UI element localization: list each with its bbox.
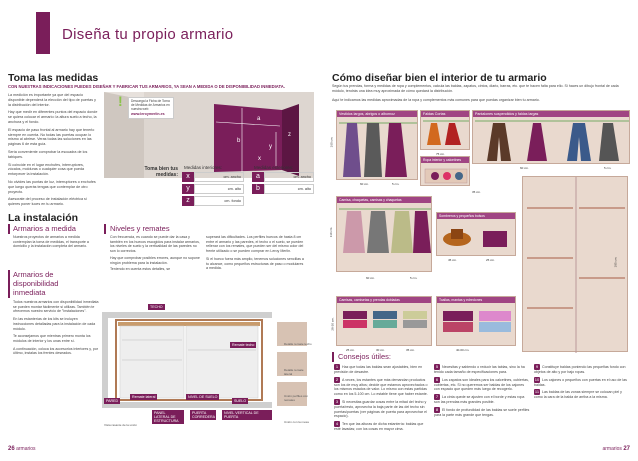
download-tip[interactable] — [128, 97, 174, 119]
bullet-item: Hay que medir en diferentes puntos del espacio donde se quiera colocar el armario: la altura suelo a techo, la anchura y el fondo. — [8, 110, 98, 124]
svg-text:x: x — [258, 156, 261, 162]
section-accent — [104, 224, 106, 234]
consejo-item: 4 Ten que las alturas de dicha estantería: baldas que esté lavadas; con los cosas en mayor cima. — [334, 420, 424, 431]
design-heading: Cómo diseñar bien el interior de tu armario — [332, 72, 547, 84]
consejo-item: 3 Si necesitas guardar cosas entre la mitad del techo y puerta/resto, aprovecha la baja parte de las del techo sin puertas/puertas (ver páginas de puerta para aprovechar el espacio). — [334, 398, 427, 419]
bullet-item: Todos nuestros armarios con disponibilidad inmediata se pueden montar fácilmente si utilizas. También te ofrecemos nuestro servicio de "Instalaciones". — [13, 300, 99, 314]
bullet-item: Hay que comprobar posibles errores, aunque no supone ningún problema para la instalación. — [110, 255, 200, 265]
category-label: Ropa interior y calcetines — [421, 157, 469, 163]
niveles-title: Niveles y remates — [110, 224, 170, 233]
dim-label: 75 cm. — [436, 152, 446, 156]
consejo-item: 6 Los zapatos son ideales para los calcetines, cubiertas, cubiertas, etc. Si no queremos ser baldas de los cajones con espacio que queden más luego de recogerlo. — [434, 376, 529, 392]
label-techo: TECHO — [150, 305, 163, 309]
measure-row — [252, 184, 314, 194]
consejo-item: 8 El fondo de profundidad de las baldas se suele perfiles para la parte más grande que tengas. — [434, 406, 530, 417]
measure-field[interactable]: cm. alto — [264, 184, 314, 194]
label-union-perfiles: Unión perfiles con remates — [284, 394, 309, 402]
measure-key: y — [182, 184, 194, 194]
closet-jackets — [336, 196, 432, 272]
underwear-svg — [421, 163, 471, 187]
label-nivel-vertical: NIVEL VERTICAL DE PUERTA — [222, 410, 272, 420]
armarios-disp-title: Armarios de disponibilidad inmediata — [13, 270, 59, 297]
label-remate-techo: Remate techo — [232, 343, 255, 347]
exclamation-icon: ! — [118, 93, 123, 109]
armarios-medida-title: Armarios a medida — [13, 224, 76, 233]
dim-label: 35 cm. — [472, 190, 482, 194]
niveles-col2 — [206, 235, 306, 271]
header-accent-bar — [36, 12, 50, 54]
dim-label: 60 cm. — [520, 166, 530, 170]
bullet-item: En las estanterías de los kits se incluyen instrucciones detalladas para la instalación de cada módulo. — [13, 317, 96, 331]
footer-right — [602, 446, 630, 452]
label-pared: PARED — [106, 399, 119, 403]
design-intro-2: Aquí te indicamos las medidas aproximadas de la ropa y complementos más comunes para que puedas organizar bien tu armario. — [332, 98, 540, 102]
installation-heading: La instalación — [8, 212, 79, 224]
svg-text:z: z — [288, 132, 291, 138]
measure-key: z — [182, 196, 194, 206]
measure-field[interactable]: cm. ancho — [194, 172, 244, 182]
consejo-item: 10 Los cajones o pequeños con puertas en el uso de las baldas. — [534, 376, 627, 387]
closet-long-dresses — [336, 110, 418, 180]
measure-key: b — [252, 184, 264, 194]
footer-label-left: armarios — [16, 446, 36, 452]
page-number-right: 27 — [623, 446, 630, 452]
section-accent — [8, 224, 10, 234]
dim-label: 60 cm. — [360, 182, 370, 186]
measures-heading: Toma las medidas — [8, 72, 99, 84]
category-label: Vestidos largos, abrigos o albornoz — [337, 111, 417, 117]
closet-underwear — [420, 156, 470, 186]
svg-text:b: b — [237, 138, 241, 144]
dim-label: 45 cm. — [448, 258, 458, 262]
folded-svg — [337, 303, 433, 347]
measure-field[interactable]: cm. ancho — [264, 172, 314, 182]
label-nivel-suelo: NIVEL DE SUELO — [188, 395, 218, 399]
bullet-item: Sería conveniente comprobar la escuadra de los tabiques. — [8, 149, 88, 159]
dim-label: 5 cm. — [392, 182, 400, 186]
consejo-item: 7 La cinta quede se ajusten con el borde y estas ropa son las prendas más grandes posible. — [434, 394, 525, 405]
measure-row — [182, 184, 244, 194]
label-panel-lateral: PANEL LATERAL DE ESTRUCTURA — [152, 410, 184, 424]
trousers-svg — [473, 117, 631, 165]
consejo-item: 5 Necesitas y sabiendo o reducir las tablas, sino la ha tenido cada tamaño de especificaciones para. — [434, 364, 525, 374]
dim-label: 28-30 cm. — [330, 317, 335, 331]
dim-label: 110 cm. — [329, 226, 334, 238]
measures-bullets — [8, 93, 98, 207]
measure-row — [182, 196, 244, 206]
tip-text: Descarga la Ficha de Toma de Medidas de Armarios en nuestra web — [131, 99, 170, 111]
dim-label: 35 cm. — [406, 348, 416, 352]
niveles-text: Si el hueco fuera más amplio, tenemos soluciones sencillas a tu alcance, como pequeños estructuras de paso o modulares a medida. — [206, 256, 304, 271]
installation-svg — [102, 300, 314, 420]
consejo-item: 1 Haz que todas las baldas sean ajustables, bien en previsión de desastre. — [334, 364, 423, 374]
page-number-left: 26 — [8, 446, 15, 452]
category-label: Sombreros y pequeños bolsos — [437, 213, 515, 219]
page-title: Diseña tu propio armario — [62, 26, 234, 43]
section-accent — [332, 352, 334, 362]
measure-key: x — [182, 172, 194, 182]
dim-label: 5 cm. — [604, 166, 612, 170]
closet-trousers — [472, 110, 630, 164]
svg-text:a: a — [257, 116, 261, 122]
bullet-item: Teniendo en cuenta estos detalles, se — [110, 267, 171, 272]
consejo-item: 2 A veces, los estantes que más demandan productos son los de muy altos; decide que estamos aprovechados o los mismos estados de valor. Lo mismo con estas partidas como en los 5-100 cm. Lo estable tiene que haber estante. — [334, 376, 428, 397]
design-intro-1: Según tus prendas, forma y medidas de ropa y complementos, calcula las baldas, zapatos, cintos, diario, barras, etc. que te hacen falta para ello. Si haces un dibujo frontal de cada módulo, tendrás una idea muy aproximada de cómo quedará la distribución. — [332, 84, 619, 93]
label-union-mesa: Unión con la mesa — [284, 420, 309, 424]
dim-label: 160 cm. — [329, 136, 334, 148]
towels-svg — [437, 303, 517, 347]
dim-label: 60 cm. — [366, 276, 376, 280]
bullet-item: Te aconsejamos que mientras primero monta los módulos de interior y los unas entre sí. — [13, 334, 91, 343]
interior-measures — [182, 172, 244, 206]
consejos-col-2 — [434, 364, 530, 418]
closet-towels — [436, 296, 516, 346]
category-label: Camisas, camisetas y prendas dobladas — [337, 297, 431, 303]
label-remate-lateral: Remate lateral — [132, 395, 156, 399]
label-puerta-corredera: PUERTA CORREDERA — [192, 411, 215, 419]
bullet-item: A continuación, coloca los accesorios interiores y, por último, instalas los frentes deseados. — [13, 346, 99, 356]
footer-left — [8, 446, 36, 452]
closet-short-skirts — [420, 110, 470, 150]
consejo-item: 9 Constituye baldas poniendo las pequeñas fondo con objetos de alto y por bajo ropas. — [534, 364, 626, 374]
dim-label: 40-60 cm. — [456, 348, 470, 352]
closet-folded — [336, 296, 432, 346]
take-measures-label: Toma bien tus medidas: — [144, 166, 178, 178]
bullet-item: Si coincide en el lugar enchufes, interruptores, zócalos, molduras o cualquier cosa que pueda entorpecer la instalación. — [8, 162, 85, 177]
dim-label: 30 cm. — [376, 348, 386, 352]
consejo-item: 11 Las baldas de las zonas siempre se colocan piel y como la cara de la balda de arriba a la misma. — [534, 389, 622, 400]
svg-text:y: y — [269, 144, 272, 150]
bullet-item: La medición es importante ya que del espacio disponible dependerá la elección del tipo de puertas y la distribución del interior. — [8, 93, 96, 107]
measure-row — [182, 172, 244, 182]
consejos-col-3 — [534, 364, 630, 400]
closet-hats — [436, 212, 516, 256]
dim-label: 5 cm. — [410, 276, 418, 280]
measure-field[interactable]: cm. fondo — [194, 196, 244, 206]
section-accent — [8, 270, 10, 298]
bullet-item: El espacio de paso frontal al armario hay que tenerlo siempre en cuenta. No todas las puertas ocupan lo mismo al abrirse. Veras todas las soluciones en las páginas 6 de esta guía. — [8, 127, 95, 147]
niveles-bullets — [110, 235, 202, 272]
measure-field[interactable]: cm. alto — [194, 184, 244, 194]
measure-key: a — [252, 172, 264, 182]
dim-label: 25 cm. — [346, 348, 356, 352]
category-label: Toallas, mantas y edredones — [437, 297, 515, 303]
armarios-medida-text: Nuestros proyectos de armarios a medida contemplan la toma de medidas, el transporte a domicilio y la instalación completa del armario. — [13, 235, 89, 249]
closet-overview — [522, 176, 628, 352]
measures-subheading: CON NUESTRAS INDICACIONES PUEDES DISEÑAR Y FABRICAR TUS ARMARIOS, YA SEAN A MEDIDA O DE DISPONIBILIDAD INMEDIATA. — [8, 84, 285, 89]
category-label: Camisa, chaquetas, camisas y chaquetas — [337, 197, 431, 203]
skirts-svg — [421, 117, 471, 151]
footer-label-right: armarios — [602, 446, 622, 452]
exterior-measures — [252, 172, 314, 194]
label-suelo: SUELO — [234, 399, 247, 403]
bullet-item: Asesorate del proceso de instalación eléctrica si quieres poner luces en tu armario. — [8, 197, 87, 207]
niveles-text: superará las dificultades. Los perfiles huecos de hasta 8 cm entre el armario y las paredes, el techo o el suelo, se pueden rellenar con los remates, que pueden ser del mismo color del frente utilizado o se pueden comprar en Leroy Merlin. — [206, 235, 304, 254]
dim-label: 185 cm. — [613, 256, 618, 268]
installation-diagram — [102, 300, 314, 420]
category-label: Pantalones suspendidos y faldas largas — [473, 111, 629, 117]
hats-svg — [437, 219, 517, 257]
label-vista-rasante: Vista rasante de la unión — [104, 423, 137, 427]
dresses-svg — [337, 117, 419, 181]
bullet-item: Con frecuencia, es cuando se puede dar la casa y también en los huecos escogidos para instalar armarios, los niveles de suelo y la verticalidad de las paredes no son lo correctos. — [110, 235, 200, 254]
armarios-disp-bullets — [13, 300, 99, 356]
measure-row — [252, 172, 314, 182]
consejos-col-1 — [334, 364, 430, 432]
exterior-label: Medidas exteriores: — [254, 165, 294, 170]
dim-label: 25 cm. — [486, 258, 496, 262]
consejos-title: Consejos útiles: — [338, 352, 391, 361]
category-label: Faldas Cortas — [421, 111, 469, 117]
jackets-svg — [337, 203, 433, 273]
bullet-item: No olvides las puntas de luz, interruptores o enchufes que luego querás tengas que contemplar de otro proyecto. — [8, 179, 96, 194]
label-detalle-techo: Detalle remate techo — [284, 342, 312, 346]
tip-url[interactable]: www.leroymerlin.es — [131, 112, 165, 117]
interior-label: Medidas interiores: — [184, 165, 223, 170]
label-detalle-lateral: Detalle remate lateral — [284, 368, 304, 376]
